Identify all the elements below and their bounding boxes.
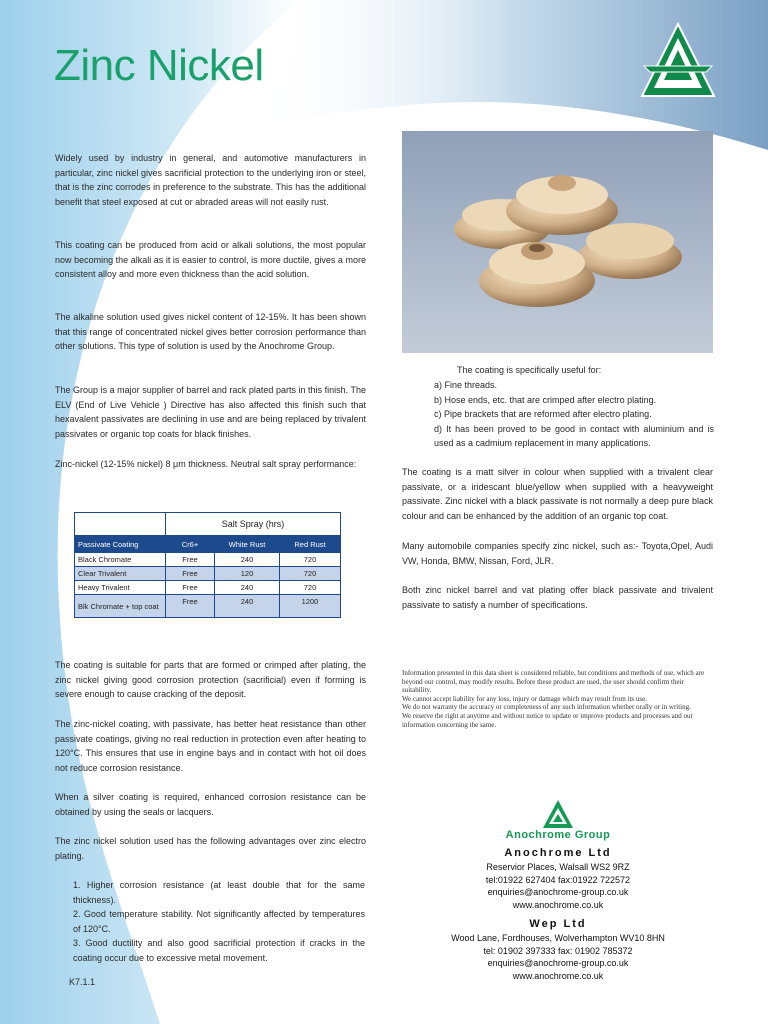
table-cell: 720 <box>280 553 341 567</box>
table-cell: Free <box>166 553 215 567</box>
company-phone: tel:01922 627404 fax:01922 722572 <box>485 874 631 885</box>
automobile-paragraph: Many automobile companies specify zinc nickel, such as:- Toyota,Opel, Audi VW, Honda, BMW, Nissan, Ford, JLR. <box>402 541 713 566</box>
company-phone: tel: 01902 397333 fax: 01902 785372 <box>483 945 633 956</box>
list-item: 1. Higher corrosion resistance (at least double that for the same thickness). <box>73 880 365 905</box>
anochrome-logo-icon <box>640 22 716 100</box>
group-brand-name: Anochrome Group <box>505 829 611 841</box>
company-email-link[interactable]: enquiries@anochrome-group.co.uk <box>487 887 629 898</box>
table-group-header: Salt Spray (hrs) <box>166 513 341 536</box>
company-name: Anochrome Ltd <box>504 847 612 859</box>
table-cell: 240 <box>215 553 280 567</box>
table-row <box>75 595 341 618</box>
table-cell: Black Chromate <box>75 553 166 567</box>
company-address: Wood Lane, Fordhouses, Wolverhampton WV10 8HN <box>451 933 665 943</box>
document-reference: K7.1.1 <box>69 977 96 987</box>
intro-paragraph: Widely used by industry in general, and automotive manufacturers in particular, zinc nickel gives sacrificial protection to the underlying iron or steel, that is the zinc corrodes in preference to the substrate. This has the additional benefit that steel exposed at cut or abraded areas will not easily rust. <box>55 153 366 207</box>
table-row <box>75 567 341 581</box>
group-logo-panel <box>484 798 632 844</box>
crimping-paragraph: The coating is suitable for parts that are formed or crimped after plating, the zinc nickel giving good corrosion protection (sacrificial) even if forming is severe enough to cause cracking of the deposit. <box>55 660 366 700</box>
advantages-list <box>73 878 365 966</box>
uses-list <box>434 378 714 451</box>
column-header: Passivate Coating <box>75 536 166 553</box>
heat-resistance-paragraph: The zinc-nickel coating, with passivate, has better heat resistance than other passivate coatings, giving no real reduction in protection even after heating to 120°C. This ensures that use in engine bays and in contact with hot oil does not reduce corrosion resistance. <box>55 719 366 773</box>
table-cell: Free <box>166 581 215 595</box>
list-item: c) Pipe brackets that are reformed after electro plating. <box>434 409 652 420</box>
anochrome-ltd-contact <box>402 846 714 911</box>
table-row <box>75 581 341 595</box>
list-item: a) Fine threads. <box>434 380 498 390</box>
silver-coating-paragraph: When a silver coating is required, enhanced corrosion resistance can be obtained by using the seals or lacquers. <box>55 792 366 817</box>
column-header: Red Rust <box>280 536 341 553</box>
acid-alkali-paragraph: This coating can be produced from acid or alkali solutions, the most popular now becoming the alkali as it is easier to control, is more ductile, gives a more consistent alloy and more even thickness than the acid solution. <box>55 240 366 280</box>
barrel-vat-paragraph: Both zinc nickel barrel and vat plating offer black passivate and trivalent passivate to satisfy a number of specifications. <box>402 585 713 610</box>
column-header: Cr6+ <box>166 536 215 553</box>
company-address: Reservior Places, Walsall WS2 9RZ <box>486 862 630 872</box>
page-title: Zinc Nickel <box>54 41 264 90</box>
table-blank-header <box>75 513 166 536</box>
table-cell: 240 <box>215 595 280 618</box>
disclaimer-line: Information presented in this data sheet is considered reliable, but conditions and methods of use, which are beyond our control, may modify results. Before these product are used, the user should confirm their suitability. <box>402 669 705 695</box>
table-cell: 120 <box>215 567 280 581</box>
plated-parts-photo <box>402 131 713 353</box>
table-cell: 720 <box>280 567 341 581</box>
salt-spray-table <box>74 512 341 618</box>
list-item: 3. Good ductility and also good sacrificial protection if cracks in the coating occur due to excessive metal movement. <box>73 938 365 963</box>
table-cell: Clear Trivalent <box>75 567 166 581</box>
company-web-link[interactable]: www.anochrome.co.uk <box>512 899 604 910</box>
colour-paragraph: The coating is a matt silver in colour when supplied with a trivalent clear passivate, or a iridescant blue/yellow when supplied with a heavyweight passivate. Zinc nickel with a black passivate is not normally a deep pure black colour and can be enhanced by the addition of an organic top coat. <box>402 467 713 521</box>
table-cell: 720 <box>280 581 341 595</box>
table-cell: 1200 <box>280 595 341 618</box>
table-cell: Heavy Trivalent <box>75 581 166 595</box>
table-cell: 240 <box>215 581 280 595</box>
advantages-intro: The zinc nickel solution used has the following advantages over zinc electro plating. <box>55 836 366 861</box>
company-name: Wep Ltd <box>529 918 587 930</box>
salt-spray-table-wrapper <box>74 512 341 618</box>
disclaimer-line: We reserve the right at anytime and without notice to update or improve products and processes and our information concerning the same. <box>402 711 693 729</box>
alkaline-solution-paragraph: The alkaline solution used gives nickel content of 12-15%. It has been shown that this range of concentrated nickel gives better corrosion performance than other solutions. This type of solution is used by the Anochrome Group. <box>55 312 366 352</box>
table-cell: Free <box>166 567 215 581</box>
table-row <box>75 553 341 567</box>
company-web-link[interactable]: www.anochrome.co.uk <box>512 970 604 981</box>
table-cell: Blk Chromate + top coat <box>75 595 166 618</box>
salt-spray-intro: Zinc-nickel (12-15% nickel) 8 μm thickness. Neutral salt spray performance: <box>55 459 357 469</box>
disclaimer <box>402 669 714 729</box>
list-item: 2. Good temperature stability. Not significantly affected by temperatures of 120°C. <box>73 909 365 934</box>
disclaimer-line: We cannot accept liability for any loss, injury or damage which may result from its use. <box>402 694 647 703</box>
wep-ltd-contact <box>402 917 714 982</box>
disclaimer-line: We do not warranty the accuracy or completeness of any such information whether orally or in writing. <box>402 703 691 712</box>
table-cell: Free <box>166 595 215 618</box>
column-header: White Rust <box>215 536 280 553</box>
company-email-link[interactable]: enquiries@anochrome-group.co.uk <box>487 958 629 969</box>
list-item: b) Hose ends, etc. that are crimped after electro plating. <box>434 394 657 405</box>
uses-intro: The coating is specifically useful for: <box>457 365 602 375</box>
list-item: d) It has been proved to be good in contact with aluminium and is used as a cadmium replacement in many applications. <box>434 423 714 449</box>
group-supplier-paragraph: The Group is a major supplier of barrel and rack plated parts in this finish. The ELV (End of Live Vehicle ) Directive has also affected this finish such that hexavalent passivates are declining in use and are being replaced by trivalent passivates or organic top coats for black finishes. <box>55 385 366 439</box>
anochrome-group-logo-icon <box>542 799 574 829</box>
